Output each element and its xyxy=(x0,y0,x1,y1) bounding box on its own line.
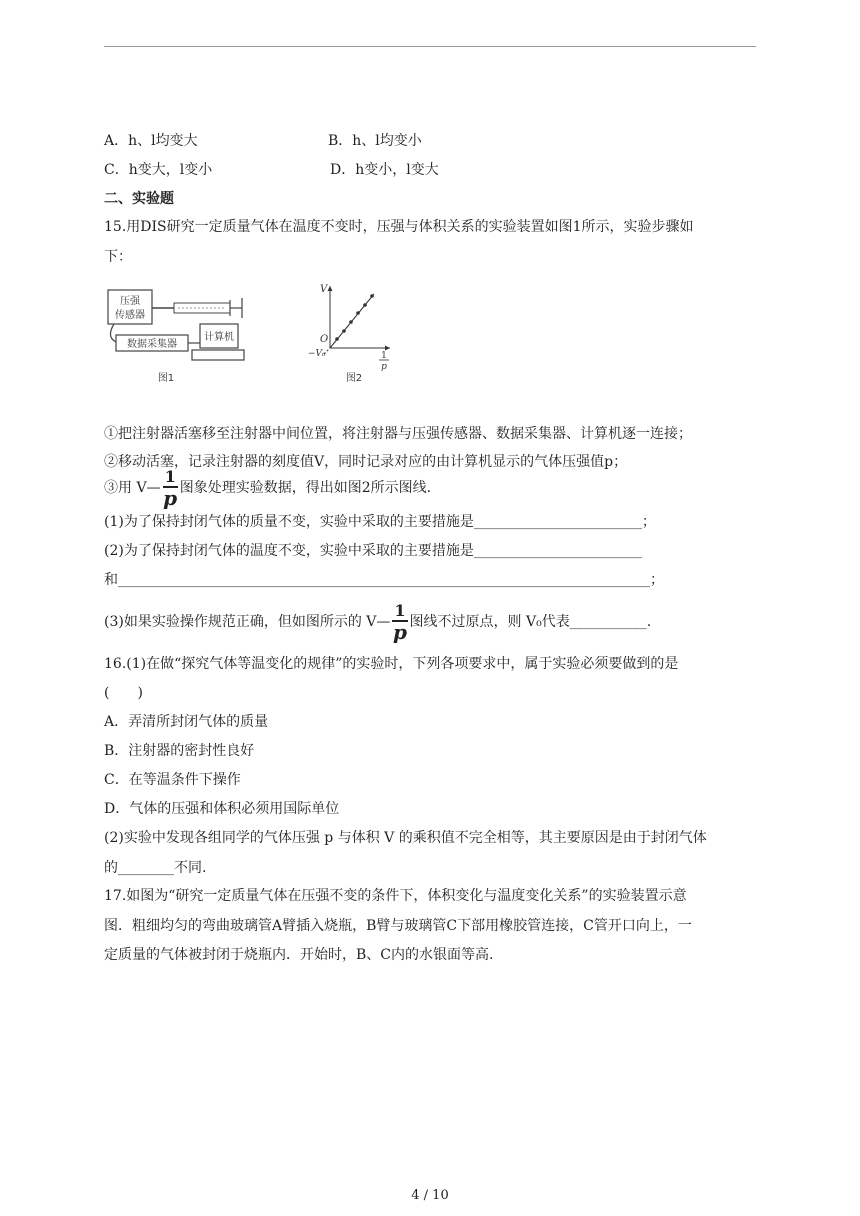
q15-question-2: (2)为了保持封闭气体的温度不变，实验中采取的主要措施是________________________ xyxy=(104,543,642,559)
q16-option-b: B．注射器的密封性良好 xyxy=(104,743,255,759)
figure-1-apparatus xyxy=(108,290,244,384)
data-point xyxy=(342,329,346,333)
q15-stem-line1: 15.用DIS研究一定质量气体在温度不变时，压强与体积关系的实验装置如图1所示，实验步骤如 xyxy=(104,219,694,235)
q15-question-2b: 和____________________________________________________________________________； xyxy=(104,572,664,588)
page-number: 4 / 10 xyxy=(411,1188,449,1203)
q16-option-a: A．弄清所封闭气体的质量 xyxy=(104,714,269,730)
x-axis-label-denominator: p xyxy=(381,362,387,372)
q15-question-3 xyxy=(104,602,651,642)
data-collector-label: 数据采集器 xyxy=(127,339,177,350)
data-point xyxy=(356,311,360,315)
data-point xyxy=(349,320,353,324)
option-c: C．h变大，l变小 xyxy=(104,162,213,178)
y-axis-label: V xyxy=(320,284,328,295)
figure-2-caption: 图2 xyxy=(345,373,363,384)
figure-2-graph xyxy=(308,284,390,384)
data-point xyxy=(370,294,374,298)
v0-intercept-label: −V₀ xyxy=(308,349,326,359)
pressure-sensor-label-2: 传感器 xyxy=(115,310,145,321)
origin-label: O xyxy=(320,334,329,345)
q15-step-1: ①把注射器活塞移至注射器中间位置，将注射器与压强传感器、数据采集器、计算机逐一连接； xyxy=(104,426,692,442)
q15-question-3-suffix: 图线不过原点，则 V₀代表___________. xyxy=(409,614,652,630)
fraction-one-over-p: $\frac{1}{p}$ xyxy=(163,467,178,510)
q17-line1: 17.如图为“研究一定质量气体在压强不变的条件下，体积变化与温度变化关系”的实验装置示意 xyxy=(104,888,687,904)
option-d: D．h变小，l变大 xyxy=(330,162,439,178)
fraction-one-over-p: $\frac{1}{p}$ xyxy=(392,601,407,644)
q17-line2: 图．粗细均匀的弯曲玻璃管A臂插入烧瓶，B臂与玻璃管C下部用橡胶管连接，C管开口向上，一 xyxy=(104,918,692,934)
q15-step-2: ②移动活塞，记录注射器的刻度值V，同时记录对应的由计算机显示的气体压强值p； xyxy=(104,454,628,470)
figure-1-caption: 图1 xyxy=(157,373,175,384)
q15-figures xyxy=(104,282,424,388)
q17-line3: 定质量的气体被封闭于烧瓶内．开始时，B、C内的水银面等高. xyxy=(104,947,494,963)
q15-question-1: (1)为了保持封闭气体的质量不变，实验中采取的主要措施是________________________； xyxy=(104,514,656,530)
computer-base xyxy=(192,350,244,360)
header-rule xyxy=(104,46,756,47)
pressure-sensor-label-1: 压强 xyxy=(120,296,140,307)
q15-step-3-prefix: ③用 V— xyxy=(104,480,161,496)
q16-option-c: C．在等温条件下操作 xyxy=(104,772,241,788)
q16-part2-line1: (2)实验中发现各组同学的气体压强 p 与体积 V 的乘积值不完全相等，其主要原因是由于封闭气体 xyxy=(104,830,707,846)
q16-part2-line2: 的________不同. xyxy=(104,860,207,876)
x-axis-label-numerator: 1 xyxy=(381,351,387,361)
q16-stem-line1: 16.(1)在做“探究气体等温变化的规律”的实验时，下列各项要求中，属于实验必须要做到的是 xyxy=(104,656,679,672)
computer-label: 计算机 xyxy=(204,332,234,343)
q15-step-3-suffix: 图象处理实验数据，得出如图2所示图线. xyxy=(179,480,432,496)
q15-question-3-prefix: (3)如果实验操作规范正确，但如图所示的 V— xyxy=(104,614,391,630)
option-b: B．h、l均变小 xyxy=(328,133,422,149)
data-point xyxy=(335,337,339,341)
option-a: A．h、l均变大 xyxy=(104,133,198,149)
data-point xyxy=(363,303,367,307)
section-title: 二、实验题 xyxy=(104,191,174,207)
q15-stem-line2: 下： xyxy=(104,249,132,265)
q16-stem-line2: ( ) xyxy=(104,685,143,701)
q15-step-3 xyxy=(104,468,431,508)
q16-option-d: D．气体的压强和体积必须用国际单位 xyxy=(104,801,340,817)
